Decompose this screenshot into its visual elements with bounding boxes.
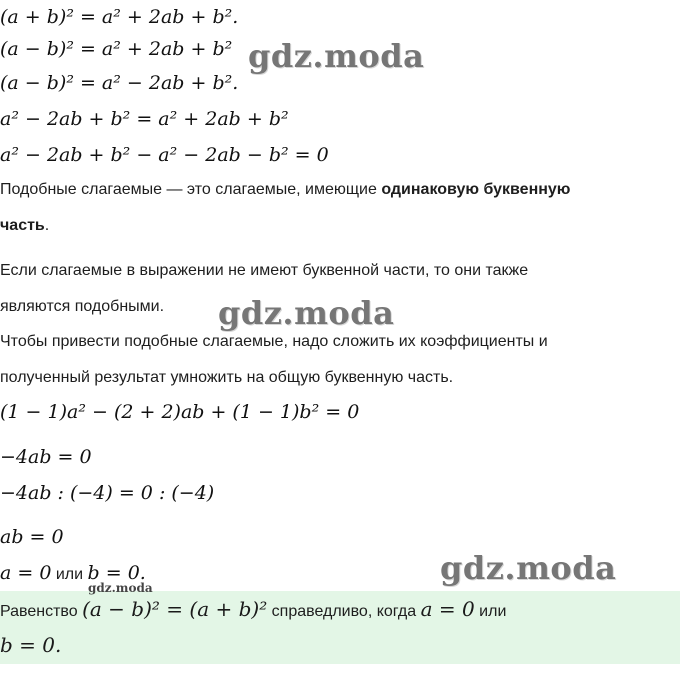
formula-diff-square-hypothesis: (a − b)² = a² + 2ab + b²: [0, 38, 233, 60]
paragraph-no-letter-part-2: являются подобными.: [0, 298, 165, 315]
answer-box: [0, 591, 680, 664]
paragraph-no-letter-part-1: Если слагаемые в выражении не имеют буквенной части, то они также: [0, 262, 529, 279]
formula-coefficients: (1 − 1)a² − (2 + 2)ab + (1 − 1)b² = 0: [0, 401, 360, 423]
solution-or: или: [51, 566, 88, 583]
watermark-logo: gdz.moda: [248, 37, 425, 75]
paragraph-text: .: [44, 217, 50, 234]
watermark-logo: gdz.moda: [440, 549, 617, 587]
answer-line-2: [0, 633, 61, 657]
solution-a: a = 0: [0, 562, 52, 584]
formula-simplification: a² − 2ab + b² − a² − 2ab − b² = 0: [0, 144, 329, 166]
paragraph-bold-text: одинаковую буквенную: [381, 181, 571, 198]
answer-text: справедливо, когда: [267, 603, 421, 620]
paragraph-bold-text: часть: [0, 217, 45, 234]
watermark-small: gdz.moda: [88, 581, 153, 595]
paragraph-similar-terms-1: [0, 181, 570, 199]
formula-divide: −4ab : (−4) = 0 : (−4): [0, 482, 215, 504]
answer-math-b: b = 0.: [0, 633, 62, 657]
formula-diff-square: (a − b)² = a² − 2ab + b².: [0, 72, 239, 94]
formula-ab-zero: ab = 0: [0, 526, 64, 548]
answer-text: или: [474, 603, 507, 620]
formula-minus-4ab: −4ab = 0: [0, 446, 92, 468]
formula-sum-square: (a + b)² = a² + 2ab + b².: [0, 6, 239, 28]
answer-math-equality: (a − b)² = (a + b)²: [82, 597, 268, 621]
answer-line-1: [0, 597, 506, 621]
paragraph-text: Подобные слагаемые — это слагаемые, имеющие: [0, 181, 382, 198]
answer-text: Равенство: [0, 603, 83, 620]
paragraph-rule-1: Чтобы привести подобные слагаемые, надо сложить их коэффициенты и: [0, 333, 548, 350]
answer-math-a: a = 0: [420, 597, 475, 621]
solution-b: b = 0.: [87, 562, 146, 584]
formula-equation: a² − 2ab + b² = a² + 2ab + b²: [0, 108, 289, 130]
paragraph-similar-terms-2: [0, 217, 49, 235]
watermark-logo: gdz.moda: [218, 294, 395, 332]
paragraph-rule-2: полученный результат умножить на общую буквенную часть.: [0, 369, 454, 386]
